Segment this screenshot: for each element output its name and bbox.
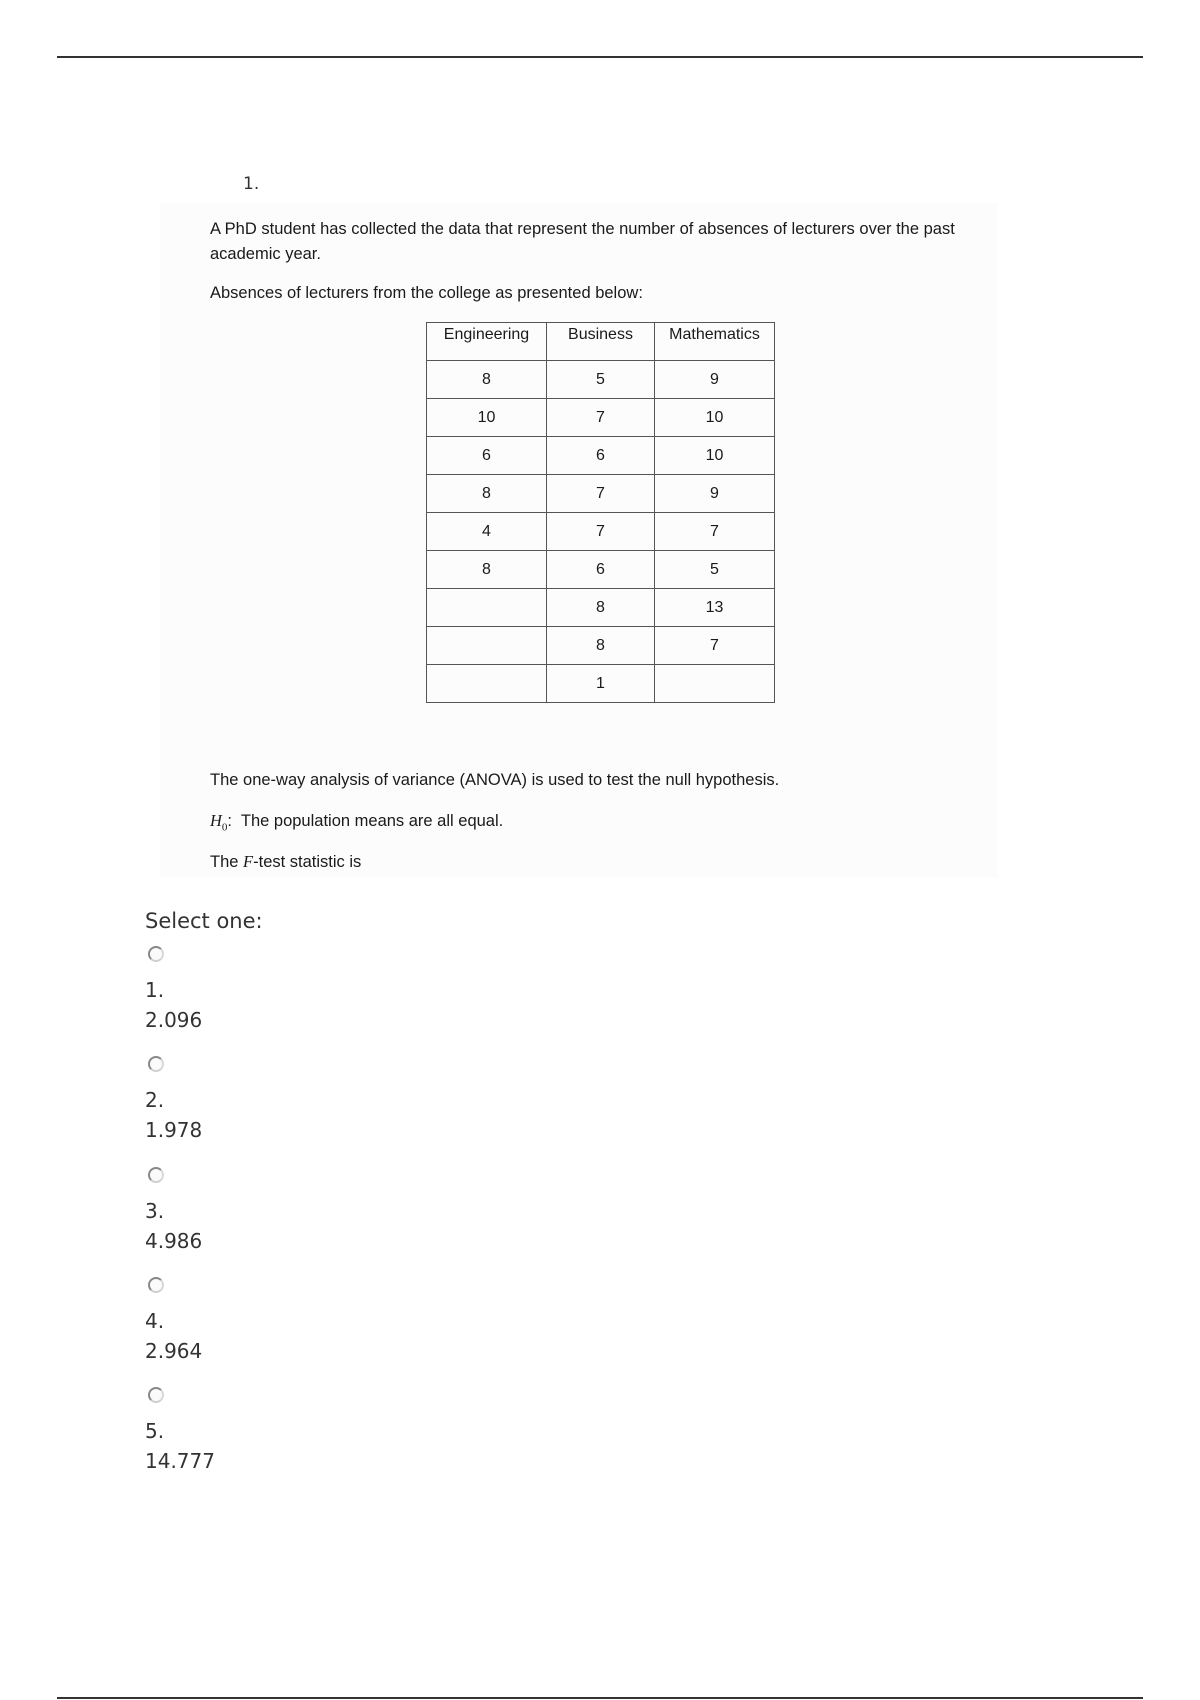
option-value: 2.964 — [145, 1339, 203, 1363]
answer-option-4[interactable] — [145, 1277, 445, 1377]
question-intro: A PhD student has collected the data that represent the number of absences of lecturers over the past academic year. — [210, 220, 955, 263]
table-cell: 13 — [655, 589, 775, 627]
table-cell: 8 — [547, 589, 655, 627]
table-cell: 7 — [547, 513, 655, 551]
option-value: 1.978 — [145, 1118, 203, 1142]
top-rule — [57, 56, 1143, 58]
radio-button[interactable] — [148, 1387, 164, 1403]
table-cell: 7 — [655, 513, 775, 551]
hypothesis-symbol: $H_0$ — [210, 811, 228, 834]
table-cell: 6 — [547, 437, 655, 475]
table-row — [427, 589, 775, 627]
table-cell — [427, 589, 547, 627]
table-cell: 10 — [655, 437, 775, 475]
option-number: 4. — [145, 1309, 165, 1333]
option-number: 2. — [145, 1088, 165, 1112]
table-row — [427, 551, 775, 589]
table-cell: 1 — [547, 665, 655, 703]
f-symbol: F — [243, 852, 254, 871]
table-cell: 10 — [655, 399, 775, 437]
table-cell — [427, 627, 547, 665]
select-one-label: Select one: — [145, 909, 263, 933]
table-cell: 8 — [427, 475, 547, 513]
radio-button[interactable] — [148, 946, 164, 962]
f-statistic-prompt: The F-test statistic is — [210, 852, 362, 871]
table-cell: 8 — [427, 551, 547, 589]
table-cell: 9 — [655, 475, 775, 513]
table-cell: 8 — [547, 627, 655, 665]
table-row — [427, 475, 775, 513]
table-row — [427, 437, 775, 475]
table-cell — [655, 665, 775, 703]
option-number: 3. — [145, 1199, 165, 1223]
table-cell: 7 — [547, 475, 655, 513]
table-cell: 9 — [655, 361, 775, 399]
radio-button[interactable] — [148, 1277, 164, 1293]
table-cell: 5 — [547, 361, 655, 399]
table-row — [427, 513, 775, 551]
option-value: 14.777 — [145, 1449, 215, 1473]
option-number: 5. — [145, 1419, 165, 1443]
question-number: 1. — [243, 174, 260, 194]
hypothesis-text: The population means are all equal. — [240, 812, 504, 830]
answer-option-5[interactable] — [145, 1387, 445, 1487]
answer-option-1[interactable] — [145, 946, 445, 1046]
table-cell: 7 — [655, 627, 775, 665]
header-mathematics: Mathematics — [655, 323, 775, 361]
answer-option-3[interactable] — [145, 1167, 445, 1267]
option-value: 4.986 — [145, 1229, 203, 1253]
table-cell: 6 — [547, 551, 655, 589]
table-row — [427, 399, 775, 437]
table-cell — [427, 665, 547, 703]
radio-button[interactable] — [148, 1167, 164, 1183]
table-cell: 4 — [427, 513, 547, 551]
table-cell: 10 — [427, 399, 547, 437]
null-hypothesis: $H_0$: The population means are all equal. — [210, 811, 504, 834]
header-business: Business — [547, 323, 655, 361]
table-cell: 8 — [427, 361, 547, 399]
table-row — [427, 665, 775, 703]
answer-option-2[interactable] — [145, 1056, 445, 1156]
hypothesis-subscript: 0 — [221, 821, 228, 834]
table-cell: 6 — [427, 437, 547, 475]
option-value: 2.096 — [145, 1008, 203, 1032]
radio-button[interactable] — [148, 1056, 164, 1072]
table-cell: 5 — [655, 551, 775, 589]
table-row — [427, 627, 775, 665]
bottom-rule — [57, 1697, 1143, 1699]
header-engineering: Engineering — [427, 323, 547, 361]
table-header-row — [427, 323, 775, 361]
anova-text: The one-way analysis of variance (ANOVA) is used to test the null hypothesis. — [210, 771, 780, 789]
table-row — [427, 361, 775, 399]
table-cell: 7 — [547, 399, 655, 437]
absences-table — [426, 322, 775, 703]
option-number: 1. — [145, 978, 165, 1002]
table-caption: Absences of lecturers from the college as presented below: — [210, 284, 643, 302]
question-content — [160, 203, 998, 878]
